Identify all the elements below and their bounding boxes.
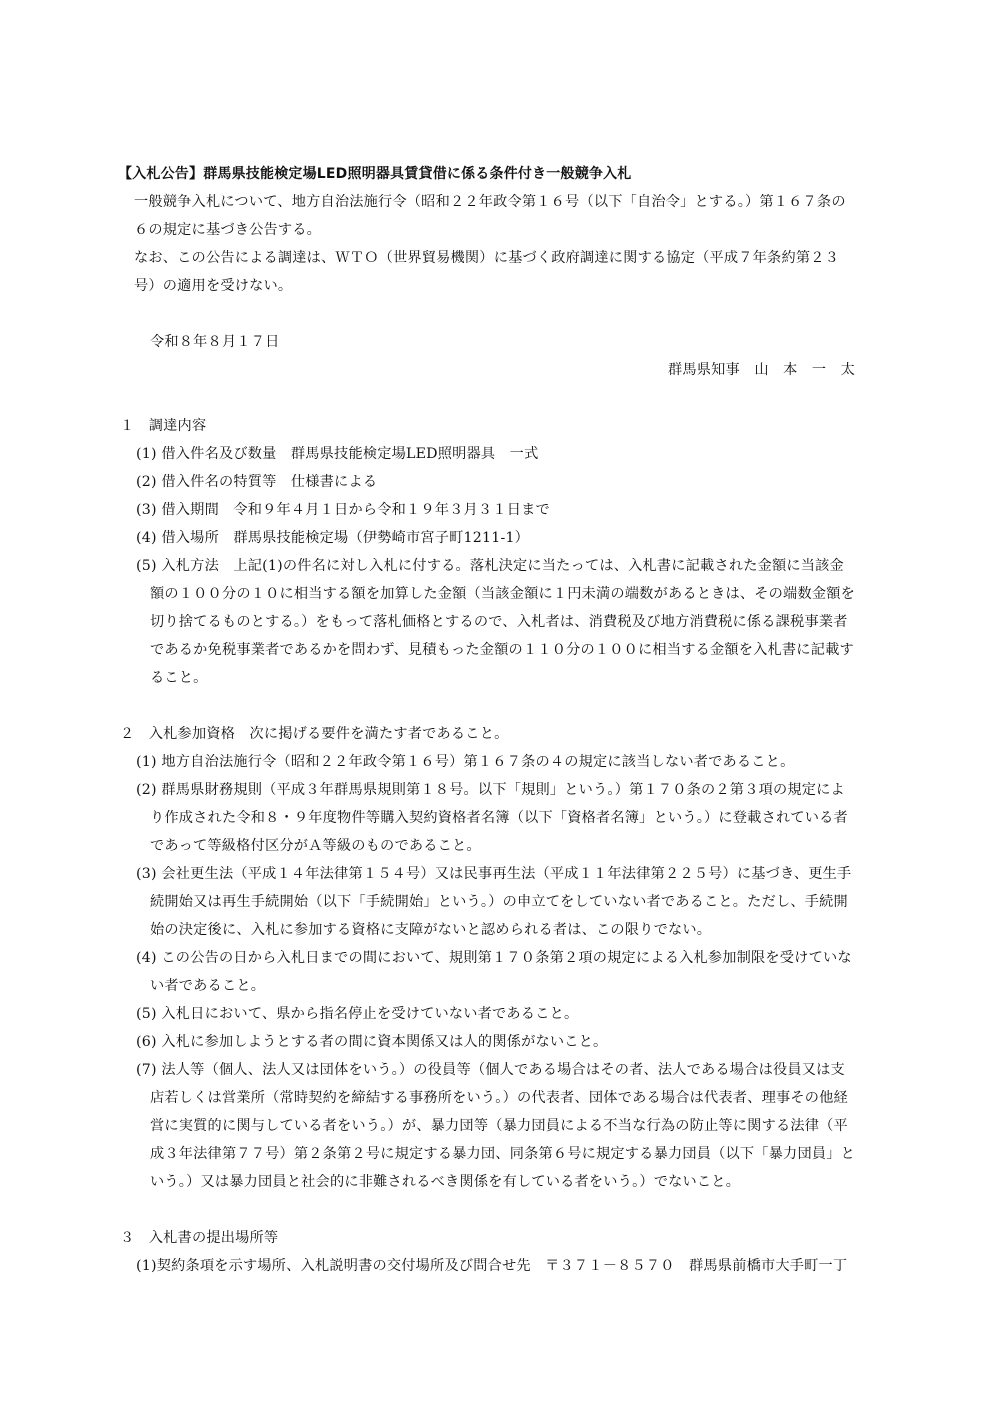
section-line: 切り捨てるものとする。）をもって落札価格とするので、入札者は、消費税及び地方消費税に係る課税事業者 [150,614,848,630]
section-line: (1) 地方自治法施行令（昭和２２年政令第１６号）第１６７条の４の規定に該当しない者であること。 [136,754,795,770]
section-line: (6) 入札に参加しようとする者の間に資本関係又は人的関係がないこと。 [136,1034,608,1050]
intro-line: 一般競争入札について、地方自治法施行令（昭和２２年政令第１６号（以下「自治令」とする。）第１６７条の [134,194,846,210]
intro-line: 号）の適用を受けない。 [134,278,293,294]
section-line: (2) 群馬県財務規則（平成３年群馬県規則第１８号。以下「規則」という。）第１７０条の２第３項の規定によ [136,782,845,798]
section-line: (2) 借入件名の特質等 仕様書による [136,474,378,490]
section-line: (5) 入札日において、県から指名停止を受けていない者であること。 [136,1006,579,1022]
section-line: (1) 借入件名及び数量 群馬県技能検定場LED照明器具 一式 [136,446,539,462]
section-line: 始の決定後に、入札に参加する資格に支障がないと認められる者は、この限りでない。 [150,922,712,938]
section-heading: ２ 入札参加資格 次に掲げる要件を満たす者であること。 [120,726,509,742]
section-line: 額の１００分の１０に相当する額を加算した金額（当該金額に１円未満の端数があるときは、その端数金額を [150,586,855,602]
section-line: (4) 借入場所 群馬県技能検定場（伊勢崎市宮子町1211-1） [136,530,530,546]
section-line: 営に実質的に関与している者をいう。）が、暴力団等（暴力団員による不当な行為の防止等に関する法律（平 [150,1118,848,1134]
section-line: (5) 入札方法 上記(1)の件名に対し入札に付する。落札決定に当たっては、入札書に記載された金額に当該金 [136,558,844,574]
section-heading: １ 調達内容 [120,418,207,434]
section-line: い者であること。 [150,978,266,994]
section-line: 店若しくは営業所（常時契約を締結する事務所をいう。）の代表者、団体である場合は代表者、理事その他経 [150,1090,848,1106]
notice-date: 令和８年８月１７日 [150,334,280,350]
section-line: り作成された令和８・９年度物件等購入契約資格者名簿（以下「資格者名簿」という。）に登載されている者 [150,810,848,826]
section-heading: ３ 入札書の提出場所等 [120,1230,279,1246]
section-line: 続開始又は再生手続開始（以下「手続開始」という。）の申立てをしていない者であること。ただし、手続開 [150,894,848,910]
section-line: ること。 [150,670,208,686]
section-line: (4) この公告の日から入札日までの間において、規則第１７０条第２項の規定による入札参加制限を受けていな [136,950,852,966]
section-line: (3) 借入期間 令和９年４月１日から令和１９年３月３１日まで [136,502,550,518]
section-line: 成３年法律第７７号）第２条第２号に規定する暴力団、同条第６号に規定する暴力団員（以下「暴力団員」と [150,1146,855,1162]
section-line: (7) 法人等（個人、法人又は団体をいう。）の役員等（個人である場合はその者、法人である場合は役員又は支 [136,1062,845,1078]
section-line: (3) 会社更生法（平成１４年法律第１５４号）又は民事再生法（平成１１年法律第２２５号）に基づき、更生手 [136,866,852,882]
section-line: いう。）又は暴力団員と社会的に非難されるべき関係を有している者をいう。）でないこと。 [150,1174,741,1190]
document-title: 【入札公告】群馬県技能検定場LED照明器具賃貸借に係る条件付き一般競争入札 [118,166,632,182]
issuer-signature: 群馬県知事 山 本 一 太 [668,362,856,378]
section-line: であるか免税事業者であるかを問わず、見積もった金額の１１０分の１００に相当する金額を入札書に記載す [150,642,854,658]
intro-line: なお、この公告による調達は、ＷＴＯ（世界貿易機関）に基づく政府調達に関する協定（平成７年条約第２３ [134,250,839,266]
section-line: (1)契約条項を示す場所、入札説明書の交付場所及び問合せ先 〒３７１－８５７０ 群馬県前橋市大手町一丁 [136,1258,848,1274]
intro-line: ６の規定に基づき公告する。 [134,222,322,238]
section-line: であって等級格付区分がＡ等級のものであること。 [150,838,481,854]
